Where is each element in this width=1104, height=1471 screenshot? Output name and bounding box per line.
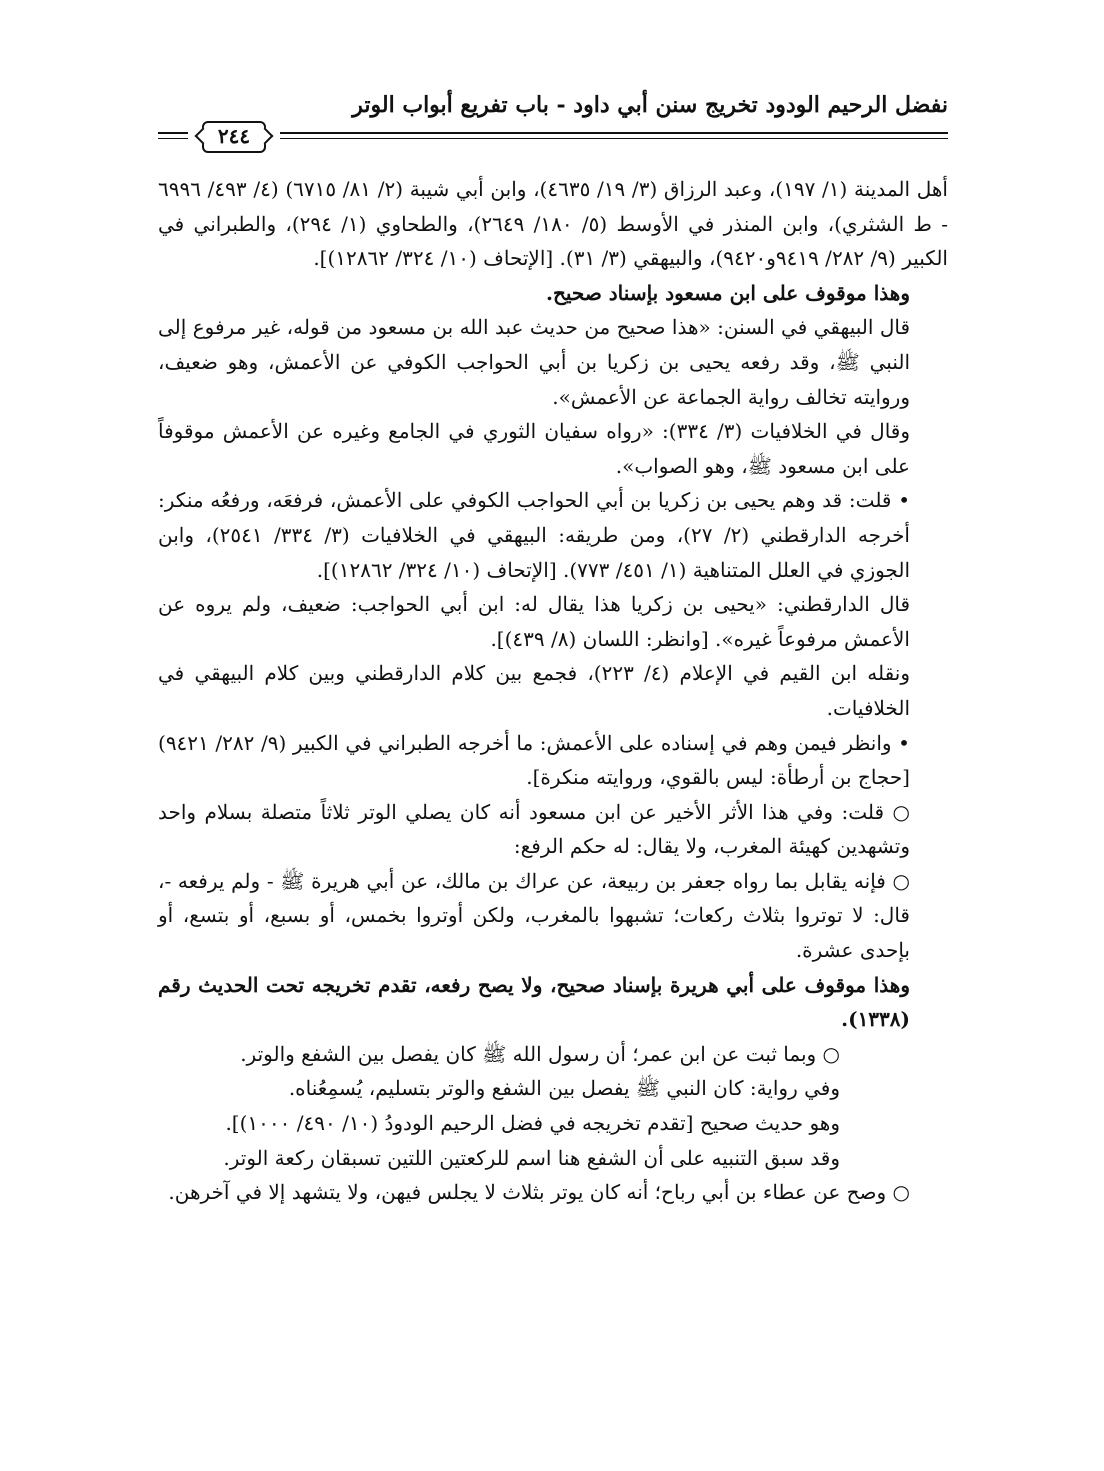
paragraph-7: ونقله ابن القيم في الإعلام (٤/ ٢٢٣)، فجمع بين كلام الدارقطني وبين كلام البيهقي في الخلافيات. xyxy=(158,661,910,720)
paragraph-3: قال البيهقي في السنن: «هذا صحيح من حديث عبد الله بن مسعود من قوله، غير مرفوع إلى النبي ﷺ، وقد رفعه يحيى بن زكريا بن أبي الحواجب الكوفي عن الأعمش، وهو ضعيف، وروايته تخالف رواية الجماعة عن الأعمش». xyxy=(158,315,910,409)
paragraph-5: • قلت: قد وهم يحيى بن زكريا بن أبي الحواجب الكوفي على الأعمش، فرفعَه، ورفعُه منكر: أخرجه الدارقطني (٢/ ٢٧)، ومن طريقه: البيهقي في الخلافيات (٣/ ٣٣٤/ ٢٥٤١)، وابن الجوزي في العلل المتناهية (١/ ٤٥١/ ٧٧٣). [الإتحاف (١٠/ ٣٢٤/ ١٢٨٦٢)]. xyxy=(158,488,910,582)
paragraph-8: • وانظر فيمن وهم في إسناده على الأعمش: ما أخرجه الطبراني في الكبير (٩/ ٢٨٢/ ٩٤٢١) [حجاج بن أرطأة: ليس بالقوي، وروايته منكرة]. xyxy=(158,730,910,790)
paragraph-14: وهو حديث صحيح [تقدم تخريجه في فضل الرحيم الودودُ (١٠/ ٤٩٠/ ١٠٠٠)]. xyxy=(225,1111,840,1136)
paragraph-9: ○ قلت: وفي هذا الأثر الأخير عن ابن مسعود أنه كان يصلي الوتر ثلاثاً متصلة بسلام واحد وتشهدين كهيئة المغرب، ولا يقال: له حكم الرفع: xyxy=(158,799,910,859)
paragraph-16: ○ وصح عن عطاء بن أبي رباح؛ أنه كان يوتر بثلاث لا يجلس فيهن، ولا يتشهد إلا في آخرهن. xyxy=(168,1180,910,1205)
page-number-box xyxy=(188,122,280,152)
paragraph-1: أهل المدينة (١/ ١٩٧)، وعبد الرزاق (٣/ ١٩/ ٤٦٣٥)، وابن أبي شيبة (٢/ ٨١/ ٦٧١٥) (٤/ ٤٩٣/ ٦٩٩٦ - ط الشثري)، وابن المنذر في الأوسط (٥/ ١٨٠/ ٢٦٤٩)، والطحاوي (١/ ٢٩٤)، والطبراني في الكبير (٩/ ٢٨٢/ ٩٤١٩و٩٤٢٠)، والبيهقي (٣/ ٣١). [الإتحاف (١٠/ ٣٢٤/ ١٢٨٦٢)]. xyxy=(158,177,948,271)
paragraph-12: ○ وبما ثبت عن ابن عمر؛ أن رسول الله ﷺ كان يفصل بين الشفع والوتر. xyxy=(240,1041,840,1066)
page-body xyxy=(158,172,948,1210)
paragraph-15: وقد سبق التنبيه على أن الشفع هنا اسم للركعتين اللتين تسبقان ركعة الوتر. xyxy=(223,1145,840,1170)
paragraph-4: وقال في الخلافيات (٣/ ٣٣٤): «رواه سفيان الثوري في الجامع وغيره عن الأعمش موقوفاً على ابن مسعود ﷺ، وهو الصواب». xyxy=(158,419,911,478)
page-number: ٢٤٤ xyxy=(202,121,266,153)
paragraph-13: وفي رواية: كان النبي ﷺ يفصل بين الشفع والوتر بتسليم، يُسمِعُناه. xyxy=(288,1076,840,1101)
paragraph-11: وهذا موقوف على أبي هريرة بإسناد صحيح، ولا يصح رفعه، تقدم تخريجه تحت الحديث رقم (١٣٣٨). xyxy=(158,972,910,1032)
page-header xyxy=(158,92,948,150)
paragraph-6: قال الدارقطني: «يحيى بن زكريا هذا يقال له: ابن أبي الحواجب: ضعيف، ولم يروه عن الأعمش مرفوعاً غيره». [وانظر: اللسان (٨/ ٤٣٩)]. xyxy=(158,592,910,651)
running-title: نفضل الرحيم الودود تخريج سنن أبي داود - باب تفريع أبواب الوتر xyxy=(352,92,948,118)
paragraph-10: ○ فإنه يقابل بما رواه جعفر بن ربيعة، عن عراك بن مالك، عن أبي هريرة ﷺ - ولم يرفعه -، قال: لا توتروا بثلاث ركعات؛ تشبهوا بالمغرب، ولكن أوتروا بخمس، أو بسبع، أو بتسع، أو بإحدى عشرة. xyxy=(158,868,910,963)
paragraph-2: وهذا موقوف على ابن مسعود بإسناد صحيح. xyxy=(546,280,910,305)
